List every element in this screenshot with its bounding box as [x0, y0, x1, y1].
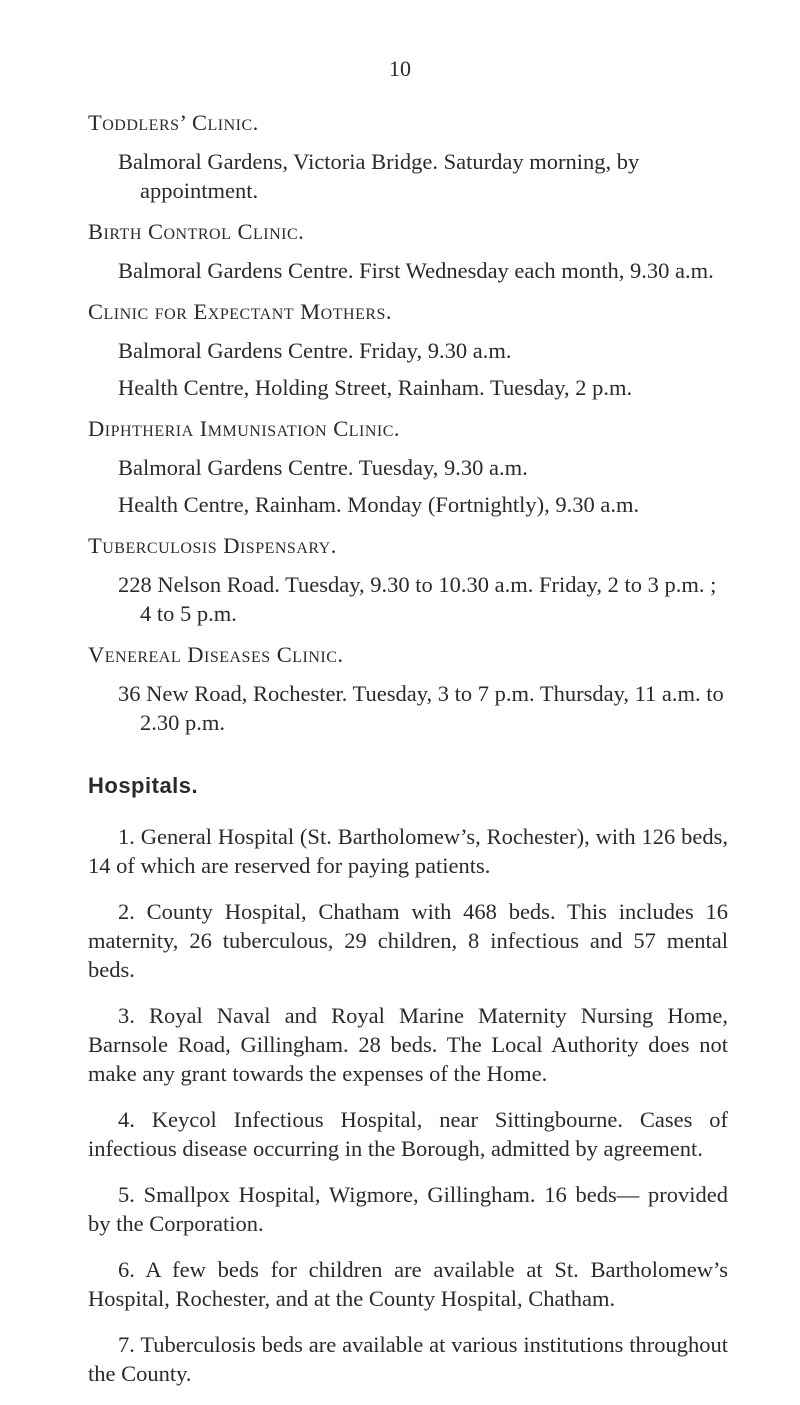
clinic-tuberculosis	[88, 531, 728, 628]
page-body	[88, 108, 728, 1405]
clinic-entry: Health Centre, Rainham. Monday (Fortnightly), 9.30 a.m.	[118, 492, 640, 517]
clinic-entry: 228 Nelson Road. Tuesday, 9.30 to 10.30 a.m. Friday, 2 to 3 p.m. ; 4 to 5 p.m.	[118, 572, 717, 626]
clinic-heading: Toddlers’ Clinic.	[88, 110, 259, 135]
hospital-item: 5. Smallpox Hospital, Wigmore, Gillingham. 16 beds— provided by the Corporation.	[88, 1182, 728, 1236]
hospital-item: 3. Royal Naval and Royal Marine Maternity Nursing Home, Barnsole Road, Gillingham. 28 beds. The Local Authority does not make any grant towards the expenses of the Home.	[88, 1003, 728, 1086]
clinic-entry: Balmoral Gardens, Victoria Bridge. Saturday morning, by appointment.	[118, 149, 640, 203]
clinic-entry: Balmoral Gardens Centre. Friday, 9.30 a.m.	[118, 338, 512, 363]
clinic-entry: Health Centre, Holding Street, Rainham. Tuesday, 2 p.m.	[118, 375, 633, 400]
clinic-entry: 36 New Road, Rochester. Tuesday, 3 to 7 p.m. Thursday, 11 a.m. to 2.30 p.m.	[118, 681, 724, 735]
clinic-heading: Clinic for Expectant Mothers.	[88, 299, 393, 324]
clinic-venereal	[88, 640, 728, 737]
hospital-item: 7. Tuberculosis beds are available at various institutions throughout the County.	[88, 1332, 728, 1386]
hospital-item: 4. Keycol Infectious Hospital, near Sittingbourne. Cases of infectious disease occurring in the Borough, admitted by agreement.	[88, 1107, 728, 1161]
clinic-heading: Birth Control Clinic.	[88, 219, 305, 244]
clinic-entry: Balmoral Gardens Centre. Tuesday, 9.30 a.m.	[118, 455, 528, 480]
clinic-birth-control	[88, 217, 728, 285]
hospital-item: 6. A few beds for children are available at St. Bartholomew’s Hospital, Rochester, and at the County Hospital, Chatham.	[88, 1257, 728, 1311]
clinic-expectant-mothers	[88, 297, 728, 402]
clinic-heading: Tuberculosis Dispensary.	[88, 533, 337, 558]
hospitals-heading: Hospitals.	[88, 773, 199, 798]
clinic-entry: Balmoral Gardens Centre. First Wednesday each month, 9.30 a.m.	[118, 258, 714, 283]
page-number: 10	[389, 56, 411, 81]
clinic-toddlers	[88, 108, 728, 205]
clinic-heading: Diphtheria Immunisation Clinic.	[88, 416, 400, 441]
clinic-heading: Venereal Diseases Clinic.	[88, 642, 344, 667]
clinic-diphtheria	[88, 414, 728, 519]
hospital-item: 1. General Hospital (St. Bartholomew’s, Rochester), with 126 beds, 14 of which are reserved for paying patients.	[88, 824, 728, 878]
hospital-item: 2. County Hospital, Chatham with 468 beds. This includes 16 maternity, 26 tuberculous, 29 children, 8 infectious and 57 mental beds.	[88, 899, 728, 982]
